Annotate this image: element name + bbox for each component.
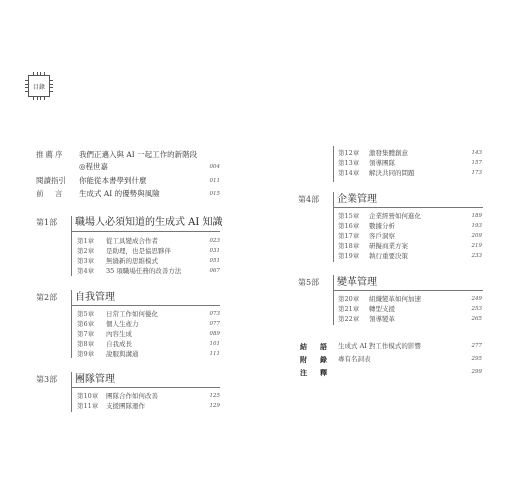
chapter-title: 領導團隊 — [369, 159, 395, 167]
part-label: 第5部 — [298, 278, 320, 287]
chapter-label: 第7章 — [77, 330, 95, 338]
chapter-label: 第21章 — [338, 305, 360, 313]
chapter-title: 內容生成 — [106, 330, 132, 338]
chapter-label: 第22章 — [338, 315, 360, 323]
front-matter-label: 前 言 — [36, 189, 65, 198]
page-number: 249 — [471, 296, 482, 302]
chapter-label: 第12章 — [338, 149, 360, 157]
page-number: 299 — [471, 369, 482, 375]
part-title: 變革管理 — [337, 277, 377, 288]
page-number: 125 — [209, 393, 220, 399]
part-divider — [71, 290, 72, 358]
part-title: 企業管理 — [337, 194, 377, 205]
part-label: 第4部 — [298, 195, 320, 204]
part-divider — [333, 275, 334, 325]
page-number: 051 — [209, 258, 220, 264]
chapter-label: 第15章 — [338, 212, 360, 220]
toc-chip-icon — [28, 75, 50, 97]
chapter-title: 是助理，也是協思夥伴 — [106, 247, 171, 255]
chapter-label: 第16章 — [338, 222, 360, 230]
end-matter-label: 附 錄 — [300, 355, 330, 364]
page-number: 209 — [471, 233, 482, 239]
part-title: 職場人必須知道的生成式 AI 知識 — [75, 217, 223, 228]
part-divider — [71, 216, 72, 276]
page-number: 011 — [209, 178, 220, 184]
part-title: 自我管理 — [75, 292, 115, 303]
chapter-label: 第9章 — [77, 350, 95, 358]
chapter-label: 第1章 — [77, 237, 95, 245]
front-matter-title: 你能從本書學到什麼 — [79, 176, 147, 185]
page-number: 004 — [209, 164, 220, 170]
part-underline — [71, 387, 220, 388]
chapter-title: 客戶洞察 — [369, 232, 395, 240]
chapter-label: 第19章 — [338, 252, 360, 260]
page-number: 089 — [209, 331, 220, 337]
chapter-title: 領導變革 — [369, 315, 395, 323]
chapter-title: 執行重要決策 — [369, 252, 408, 260]
part-label: 第2部 — [36, 293, 58, 302]
chapter-label: 第14章 — [338, 169, 360, 177]
chapter-title: 自我成長 — [106, 340, 132, 348]
chapter-label: 第8章 — [77, 340, 95, 348]
end-matter-label: 注 釋 — [300, 368, 330, 377]
part-underline — [333, 290, 483, 291]
chapter-title: 從工具變成合作者 — [106, 237, 158, 245]
page-number: 219 — [471, 243, 482, 249]
chapter-title: 企業經營如何進化 — [369, 212, 421, 220]
page-number: 031 — [209, 248, 220, 254]
chapter-label: 第6章 — [77, 320, 95, 328]
chapter-label: 第4章 — [77, 267, 95, 275]
page-number: 129 — [209, 403, 220, 409]
chapter-label: 第10章 — [77, 392, 99, 400]
front-matter-title-sub: ◎程世嘉 — [79, 162, 109, 171]
page-number: 193 — [471, 223, 482, 229]
part-underline — [71, 231, 220, 232]
chapter-title: 組織變革如何加速 — [369, 295, 421, 303]
chapter-label: 第5章 — [77, 310, 95, 318]
part-divider — [333, 192, 334, 262]
chapter-title: 無縫新的思維模式 — [106, 257, 158, 265]
part-underline — [333, 207, 483, 208]
chapter-title: 激發集體創意 — [369, 149, 408, 157]
chapter-title: 說服與溝通 — [106, 350, 139, 358]
page-number: 067 — [209, 268, 220, 274]
chapter-label: 第3章 — [77, 257, 95, 265]
front-matter-title: 我們正邁入與 AI 一起工作的新階段 — [79, 150, 198, 159]
page-number: 173 — [471, 170, 482, 176]
page-number: 277 — [471, 343, 482, 349]
end-matter-title: 生成式 AI 對工作模式的影響 — [338, 342, 421, 350]
page-number: 189 — [471, 213, 482, 219]
chapter-label: 第20章 — [338, 295, 360, 303]
page-number: 073 — [209, 311, 220, 317]
chapter-label: 第18章 — [338, 242, 360, 250]
chapter-title: 數據分析 — [369, 222, 395, 230]
front-matter-label: 推薦序 — [36, 150, 65, 159]
chapter-title: 研擬商業方案 — [369, 242, 408, 250]
chapter-title: 日常工作如何優化 — [106, 310, 158, 318]
front-matter-label: 閱讀指引 — [36, 176, 66, 185]
part-underline — [71, 305, 220, 306]
page-number: 253 — [471, 306, 482, 312]
page-number: 265 — [471, 316, 482, 322]
part-divider — [71, 372, 72, 412]
chapter-title: 個人生產力 — [106, 320, 139, 328]
end-matter-label: 結 語 — [300, 342, 330, 351]
part-label: 第1部 — [36, 218, 58, 227]
toc-badge-label: 目錄 — [32, 83, 46, 91]
part-label: 第3部 — [36, 375, 58, 384]
chapter-title: 解決共同的問題 — [369, 169, 415, 177]
part-divider — [333, 146, 334, 182]
chapter-title: 支援團隊運作 — [106, 402, 145, 410]
page-number: 111 — [209, 351, 220, 357]
page-number: 233 — [471, 253, 482, 259]
page-number: 157 — [471, 160, 482, 166]
page-number: 077 — [209, 321, 220, 327]
chapter-label: 第13章 — [338, 159, 360, 167]
chapter-title: 35 項職場任務的改善方法 — [106, 267, 182, 275]
page-number: 023 — [209, 238, 220, 244]
chapter-label: 第2章 — [77, 247, 95, 255]
part-title: 團隊管理 — [75, 374, 115, 385]
page-number: 143 — [471, 150, 482, 156]
page-number: 015 — [209, 191, 220, 197]
chapter-label: 第11章 — [77, 402, 99, 410]
page-number: 101 — [209, 341, 220, 347]
front-matter-title: 生成式 AI 的優勢與風險 — [79, 189, 160, 198]
page-number: 295 — [471, 356, 482, 362]
chapter-label: 第17章 — [338, 232, 360, 240]
chapter-title: 團隊合作如何改善 — [106, 392, 158, 400]
end-matter-title: 專有名詞表 — [338, 355, 371, 363]
chapter-title: 轉型支援 — [369, 305, 395, 313]
